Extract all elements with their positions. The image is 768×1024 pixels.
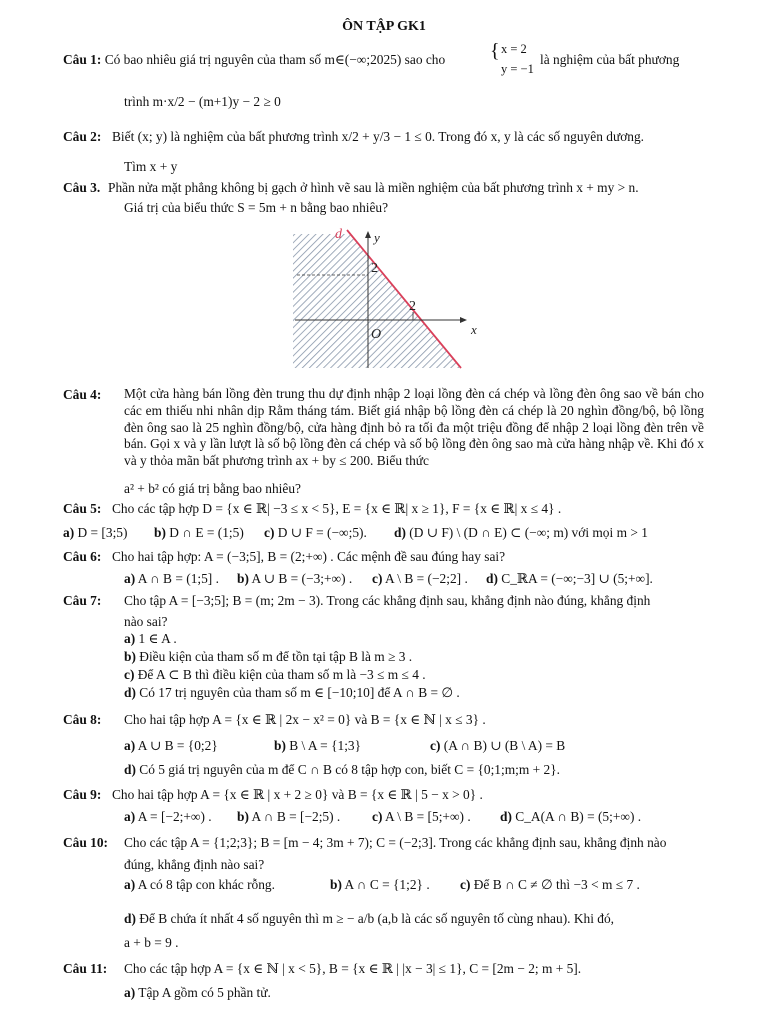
question-6-option-b: b) A ∪ B = (−3;+∞) .	[237, 571, 353, 586]
x-axis-arrow	[460, 317, 467, 323]
question-9-option-a: a) A = [−2;+∞) .	[124, 809, 212, 824]
question-6-option-c: c) A \ B = (−2;2] .	[372, 571, 468, 586]
hatched-region	[293, 234, 461, 368]
question-2-line-2: Tìm x + y	[124, 159, 178, 174]
question-10-option-d-line-2: a + b = 9 .	[124, 935, 179, 950]
question-9-label: Câu 9:	[63, 787, 102, 802]
question-5-option-d: d) (D ∪ F) \ (D ∩ E) ⊂ (−∞; m) với mọi m > 1	[394, 525, 648, 540]
question-5-text: Cho các tập hợp D = {x ∈ ℝ| −3 ≤ x < 5}, E = {x ∈ ℝ| x ≥ 1}, F = {x ∈ ℝ| x ≤ 4} .	[112, 501, 562, 516]
question-1-line-2: trình m·x/2 − (m+1)y − 2 ≥ 0	[124, 94, 281, 109]
question-8-option-a: a) A ∪ B = {0;2}	[124, 738, 218, 753]
question-10-option-b: b) A ∩ C = {1;2} .	[330, 877, 430, 892]
question-7-line-2: nào sai?	[124, 614, 168, 629]
question-3-line-2: Giá trị của biểu thức S = 5m + n bằng bao nhiêu?	[124, 200, 389, 215]
question-10-option-a: a) A có 8 tập con khác rỗng.	[124, 877, 275, 892]
question-6-option-d: d) C_ℝA = (−∞;−3] ∪ (5;+∞].	[486, 571, 653, 586]
question-11-text: Cho các tập hợp A = {x ∈ ℕ | x < 5}, B = {x ∈ ℝ | |x − 3| ≤ 1}, C = [2m − 2; m + 5].	[124, 961, 582, 976]
question-10-option-c: c) Để B ∩ C ≠ ∅ thì −3 < m ≤ 7 .	[460, 877, 640, 892]
question-8-option-d: d) Có 5 giá trị nguyên của m để C ∩ B có 8 tập hợp con, biết C = {0;1;m;m + 2}.	[124, 762, 560, 777]
y-intercept-label: 2	[371, 261, 378, 276]
question-1-line-1	[63, 51, 445, 69]
question-1-brace: {	[490, 40, 500, 62]
question-11-label: Câu 11:	[63, 961, 108, 976]
question-8-label: Câu 8:	[63, 712, 102, 727]
question-1-system-bottom: y = −1	[501, 62, 534, 76]
half-plane-graph	[285, 222, 485, 372]
question-5-option-b: b) D ∩ E = (1;5)	[154, 525, 244, 540]
y-axis-arrow	[365, 231, 371, 238]
page-title: ÔN TẬP GK1	[342, 19, 426, 34]
question-10-line-2: đúng, khẳng định nào sai?	[124, 857, 265, 872]
question-7-line-1: Cho tập A = [−3;5]; B = (m; 2m − 3). Trong các khẳng định sau, khẳng định nào đúng, khẳng định	[124, 593, 651, 608]
question-8-text: Cho hai tập hợp A = {x ∈ ℝ | 2x − x² = 0} và B = {x ∈ ℕ | x ≤ 3} .	[124, 712, 486, 727]
question-9-text: Cho hai tập hợp A = {x ∈ ℝ | x + 2 ≥ 0} và B = {x ∈ ℝ | 5 − x > 0} .	[112, 787, 483, 802]
question-9-option-c: c) A \ B = [5;+∞) .	[372, 809, 471, 824]
question-6-text: Cho hai tập hợp: A = (−3;5], B = (2;+∞) . Các mệnh đề sau đúng hay sai?	[112, 549, 506, 564]
x-intercept-label: 2	[409, 299, 416, 314]
question-3-label: Câu 3.	[63, 180, 101, 195]
question-10-label: Câu 10:	[63, 835, 109, 850]
question-5-label: Câu 5:	[63, 501, 102, 516]
question-2-label: Câu 2:	[63, 129, 102, 144]
question-4-label: Câu 4:	[63, 387, 102, 402]
question-8-option-b: b) B \ A = {1;3}	[274, 738, 362, 753]
question-8-option-c: c) (A ∩ B) ∪ (B \ A) = B	[430, 738, 566, 753]
y-axis-label: y	[374, 230, 380, 245]
question-5-option-c: c) D ∪ F = (−∞;5).	[264, 525, 367, 540]
question-11-option-a: a) Tập A gồm có 5 phần tử.	[124, 985, 271, 1000]
question-6-label: Câu 6:	[63, 549, 102, 564]
line-label-d: d	[335, 227, 342, 242]
question-9-option-b: b) A ∩ B = [−2;5) .	[237, 809, 341, 824]
question-1-system-top: x = 2	[501, 42, 527, 56]
question-10-line-1: Cho các tập A = {1;2;3}; B = [m − 4; 3m + 7); C = (−2;3]. Trong các khẳng định sau, khẳng định nào	[124, 835, 667, 850]
question-7-label: Câu 7:	[63, 593, 102, 608]
question-7-option-a: a) 1 ∈ A .	[124, 631, 177, 646]
question-7-option-c: c) Để A ⊂ B thì điều kiện của tham số m là −3 ≤ m ≤ 4 .	[124, 667, 426, 682]
question-4-text: Một cửa hàng bán lồng đèn trung thu dự định nhập 2 loại lồng đèn cá chép và lồng đèn ông sao về bán cho các em thiếu nhi nhân dịp Rằm tháng tám. Biết giá nhập bộ lồng đèn cá chép là 20 nghìn đồng/bộ, bộ lồng đèn ông sao là 25 nghìn đồng/bộ, cửa hàng định bỏ ra tối đa một triệu đồng để nhập 2 loại lồng đèn trên về bán. Gọi x và y lần lượt là số bộ lồng đèn cá chép và số bộ lồng đèn ông sao mà cửa hàng nhập về. Khi đó x và y thỏa mãn bất phương trình ax + by ≤ 200. Biểu thức	[124, 386, 704, 469]
question-1-text-b: là nghiệm của bất phương	[540, 52, 680, 67]
origin-label: O	[371, 327, 382, 342]
question-7-option-b: b) Điều kiện của tham số m để tồn tại tập B là m ≥ 3 .	[124, 649, 413, 664]
question-5-option-a: a) D = [3;5)	[63, 525, 128, 540]
question-3-line-1: Phần nửa mặt phẳng không bị gạch ở hình vẽ sau là miền nghiệm của bất phương trình x + my > n.	[108, 180, 639, 195]
question-6-option-a: a) A ∩ B = (1;5] .	[124, 571, 219, 586]
question-1-label: Câu 1:	[63, 52, 102, 67]
question-9-option-d: d) C_A(A ∩ B) = (5;+∞) .	[500, 809, 642, 824]
question-10-option-d: d) Để B chứa ít nhất 4 số nguyên thì m ≥ − a/b (a,b là các số nguyên tố cùng nhau). Khi đó,	[124, 911, 615, 926]
question-2-line-1: Biết (x; y) là nghiệm của bất phương trình x/2 + y/3 − 1 ≤ 0. Trong đó x, y là các số nguyên dương.	[112, 129, 645, 144]
question-1-text-a: Có bao nhiêu giá trị nguyên của tham số m∈(−∞;2025) sao cho	[104, 52, 446, 67]
x-axis-label: x	[471, 322, 477, 337]
question-4-last-line: a² + b² có giá trị bằng bao nhiêu?	[124, 481, 301, 496]
question-7-option-d: d) Có 17 trị nguyên của tham số m ∈ [−10;10] để A ∩ B = ∅ .	[124, 685, 460, 700]
